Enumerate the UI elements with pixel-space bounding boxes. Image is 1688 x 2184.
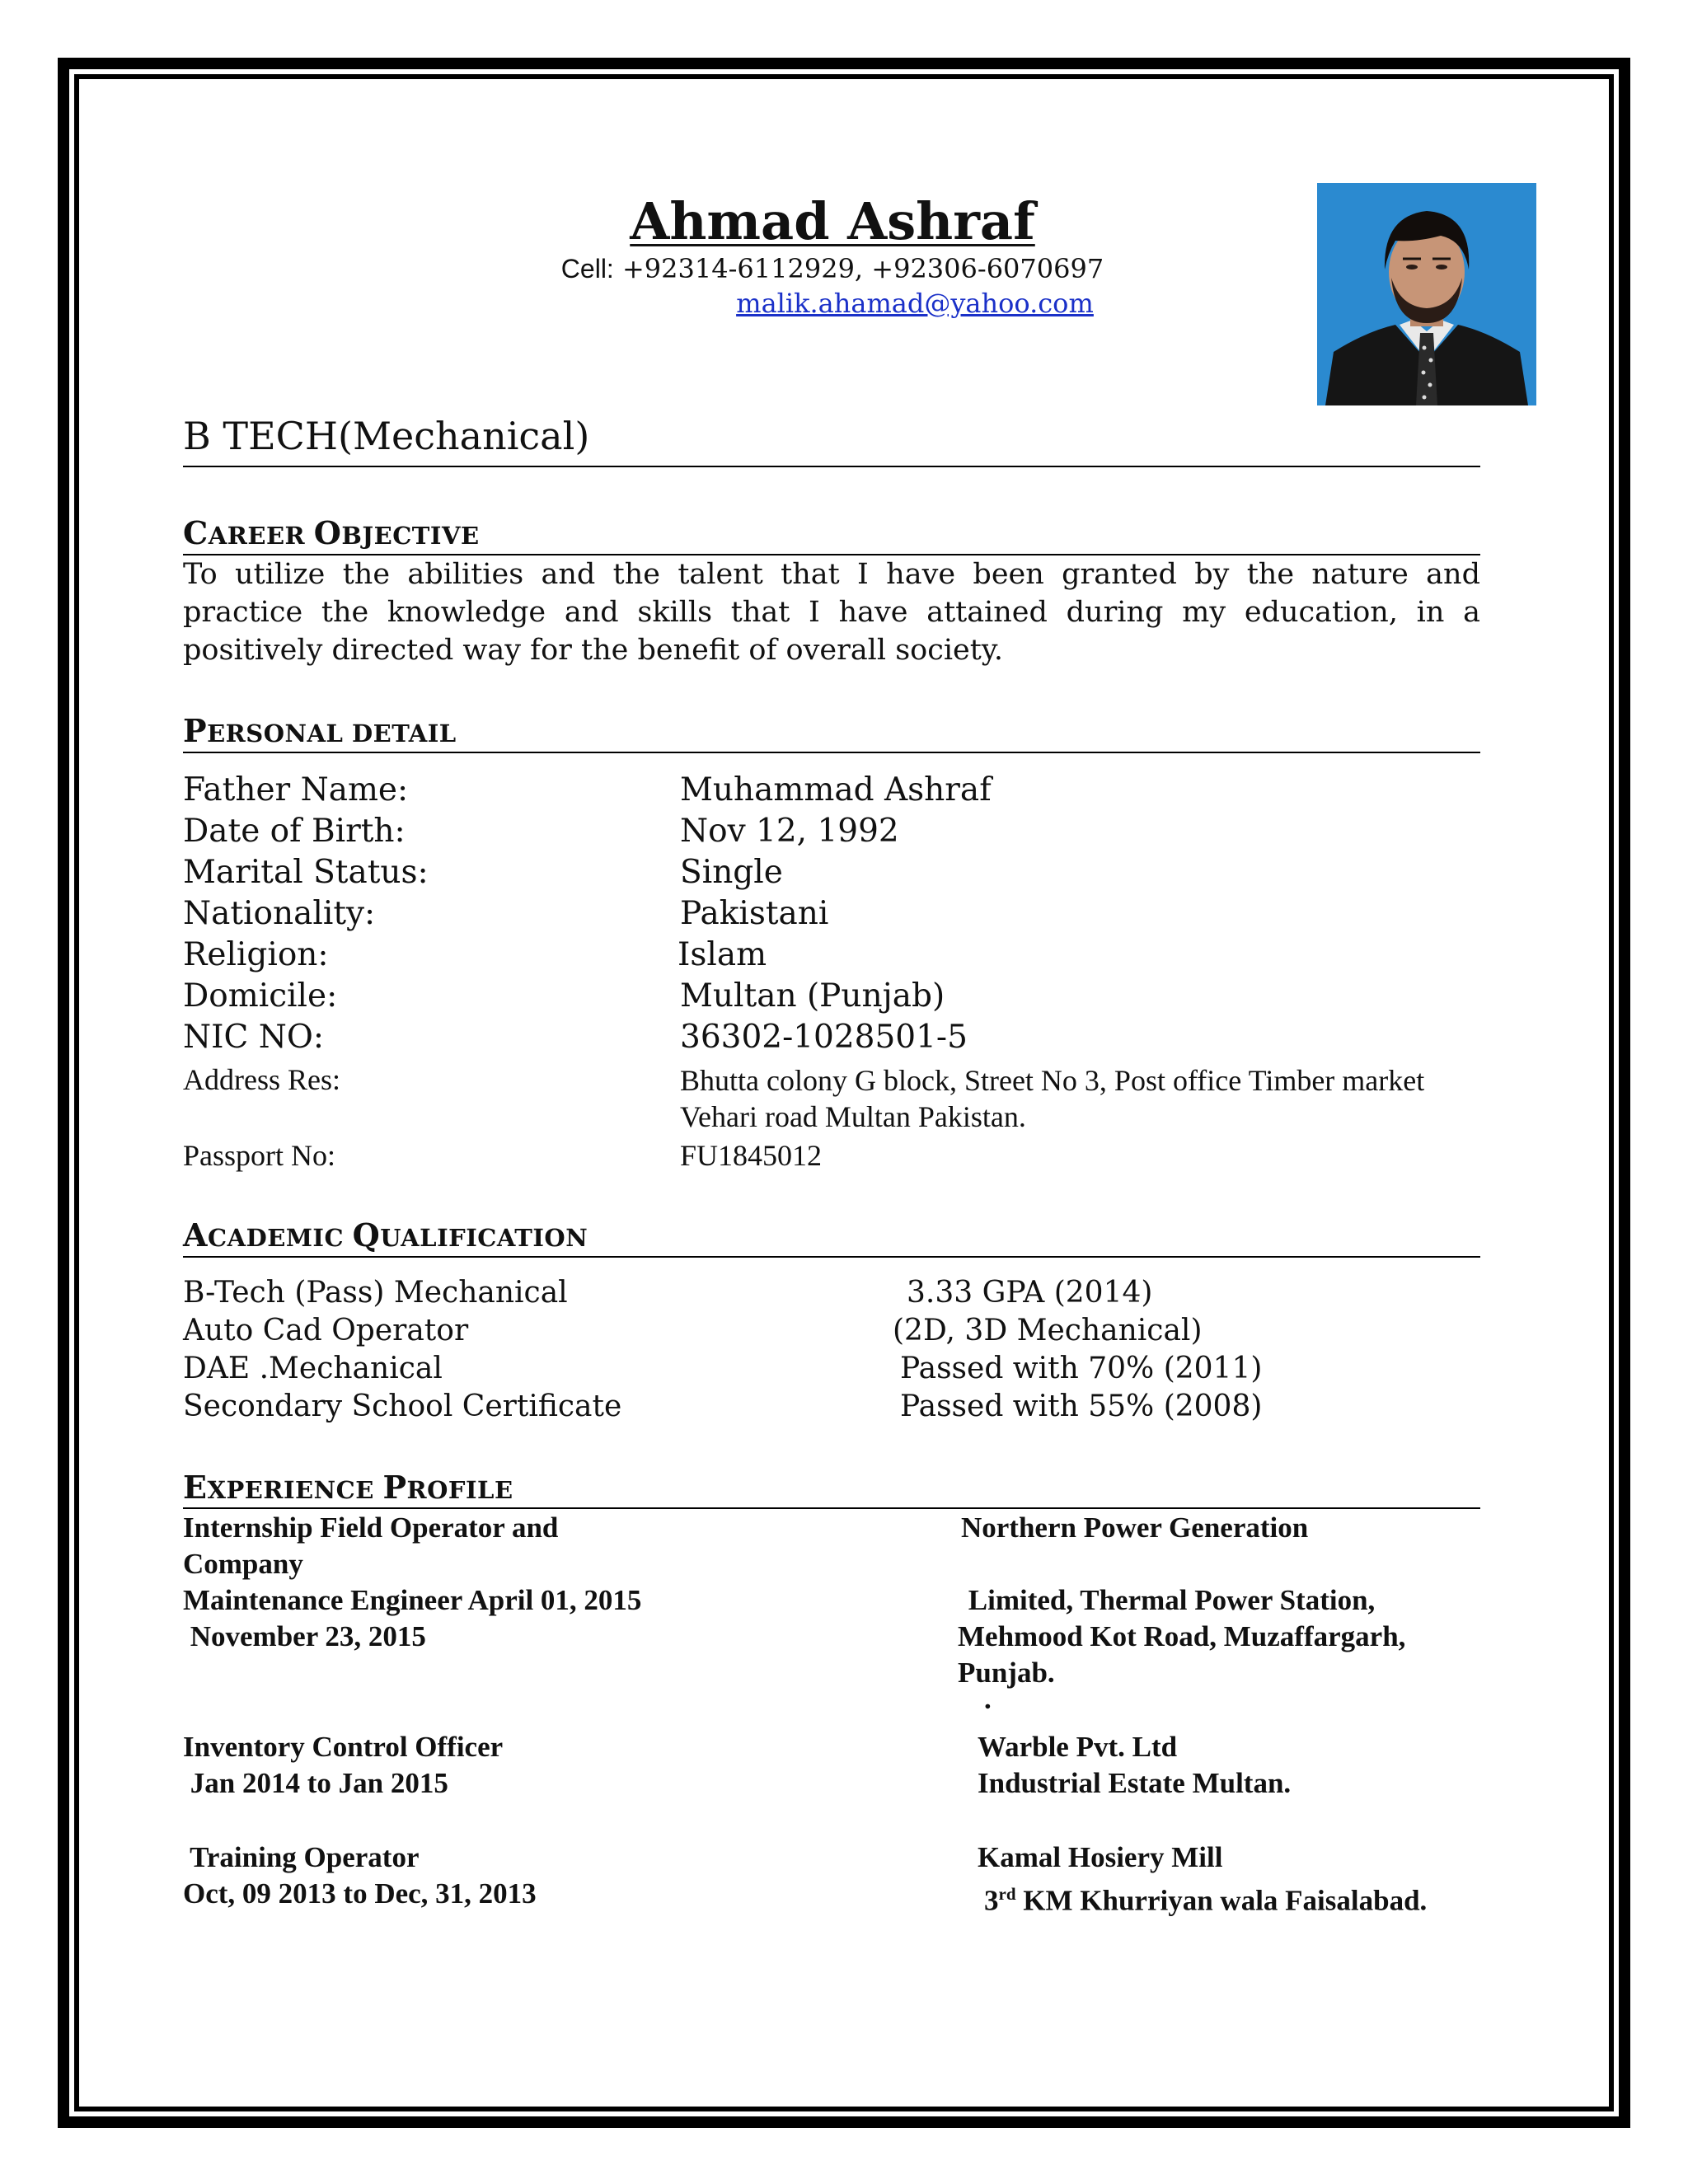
- career-objective-text: To utilize the abilities and the talent that I have been granted by the nature and practice the knowledge and skills that I have attained during my education, in a positively directed way for the benefit of overall society.: [183, 558, 1480, 667]
- heading-cap: E: [183, 1469, 208, 1506]
- heading-rest: AREER: [208, 522, 314, 550]
- qualification-name: B-Tech (Pass) Mechanical: [183, 1276, 568, 1310]
- employer-line: Warble Pvt. Ltd: [978, 1731, 1178, 1763]
- degree-title: B TECH(Mechanical): [183, 414, 590, 458]
- heading-rest: ROFILE: [406, 1476, 513, 1504]
- religion-label: Religion:: [183, 936, 329, 973]
- job-dates: Jan 2014 to Jan 2015: [183, 1767, 448, 1799]
- job-title-line: Company: [183, 1548, 303, 1580]
- job-title-line: Internship Field Operator and: [183, 1511, 559, 1544]
- job-title-line: Training Operator: [183, 1841, 420, 1873]
- marital-status-label: Marital Status:: [183, 854, 429, 891]
- personal-detail-divider: [183, 752, 1480, 753]
- heading-cap: C: [183, 514, 209, 551]
- father-name-label: Father Name:: [183, 771, 409, 808]
- employer-line: Kamal Hosiery Mill: [978, 1841, 1223, 1873]
- heading-rest: BJECTIVE: [341, 522, 480, 550]
- experience-heading: [183, 1469, 513, 1506]
- job-dates: Oct, 09 2013 to Dec, 31, 2013: [183, 1877, 537, 1910]
- qualification-name: Secondary School Certificate: [183, 1390, 622, 1423]
- marital-status-value: Single: [680, 854, 783, 891]
- cell-label: Cell:: [560, 254, 614, 284]
- heading-rest: CADEMIC: [207, 1224, 353, 1252]
- employer-address-text: KM Khurriyan wala Faisalabad.: [1015, 1884, 1428, 1917]
- candidate-name: Ahmad Ashraf: [630, 191, 1035, 251]
- academic-heading: [183, 1216, 588, 1254]
- job-title-line: Inventory Control Officer: [183, 1731, 504, 1763]
- qualification-result: 3.33 GPA (2014): [907, 1276, 1153, 1310]
- employer-line: Mehmood Kot Road, Muzaffargarh,: [958, 1620, 1406, 1652]
- academic-divider: [183, 1256, 1480, 1258]
- employer-line: Punjab.: [958, 1657, 1055, 1689]
- passport-value: FU1845012: [680, 1139, 823, 1172]
- qualification-result: Passed with 55% (2008): [900, 1390, 1263, 1423]
- ordinal-number: 3: [984, 1884, 999, 1917]
- profile-photo-image: [1317, 183, 1536, 405]
- personal-detail-heading: [183, 712, 457, 749]
- degree-divider: [183, 466, 1480, 467]
- qualification-result: Passed with 70% (2011): [900, 1352, 1263, 1385]
- contact-email: [495, 288, 1170, 319]
- nationality-value: Pakistani: [680, 895, 829, 932]
- job-dates: November 23, 2015: [183, 1620, 426, 1652]
- heading-cap: P: [382, 1469, 407, 1506]
- employer-line: Limited, Thermal Power Station,: [961, 1584, 1376, 1616]
- father-name-value: Muhammad Ashraf: [680, 771, 992, 808]
- cell-numbers: +92314-6112929, +92306-6070697: [621, 253, 1104, 284]
- heading-cap: O: [313, 514, 342, 551]
- dob-value: Nov 12, 1992: [680, 813, 899, 850]
- employer-line: Northern Power Generation: [961, 1511, 1309, 1544]
- domicile-value: Multan (Punjab): [680, 977, 945, 1015]
- religion-value: Islam: [678, 936, 767, 973]
- experience-divider: [183, 1507, 1480, 1509]
- heading-rest: XPERIENCE: [207, 1476, 383, 1504]
- employer-line: .: [984, 1683, 992, 1715]
- profile-photo: [1317, 183, 1536, 405]
- address-label: Address Res:: [183, 1063, 340, 1096]
- nic-label: NIC NO:: [183, 1019, 325, 1056]
- employer-address: [984, 1876, 1427, 1919]
- ordinal-suffix: rd: [998, 1884, 1016, 1904]
- address-value: Bhutta colony G block, Street No 3, Post office Timber market Vehari road Multan Pakistan.: [680, 1064, 1425, 1133]
- job-title-line: Maintenance Engineer April 01, 2015: [183, 1584, 642, 1616]
- domicile-label: Domicile:: [183, 977, 338, 1015]
- nic-value: 36302-1028501-5: [680, 1019, 968, 1056]
- heading-cap: Q: [352, 1216, 381, 1254]
- career-objective-heading: [183, 514, 480, 551]
- heading-cap: P: [183, 712, 208, 749]
- contact-phone: [495, 253, 1170, 284]
- email-link[interactable]: malik.ahamad@yahoo.com: [736, 288, 1094, 319]
- heading-rest: UALIFICATION: [380, 1224, 588, 1252]
- passport-label: Passport No:: [183, 1139, 336, 1172]
- qualification-name: Auto Cad Operator: [183, 1314, 469, 1347]
- dob-label: Date of Birth:: [183, 813, 406, 850]
- employer-line: Industrial Estate Multan.: [978, 1767, 1292, 1799]
- qualification-name: DAE .Mechanical: [183, 1352, 443, 1385]
- heading-rest: ERSONAL DETAIL: [207, 719, 457, 748]
- qualification-result: (2D, 3D Mechanical): [893, 1314, 1203, 1347]
- heading-cap: A: [183, 1216, 208, 1254]
- nationality-label: Nationality:: [183, 895, 376, 932]
